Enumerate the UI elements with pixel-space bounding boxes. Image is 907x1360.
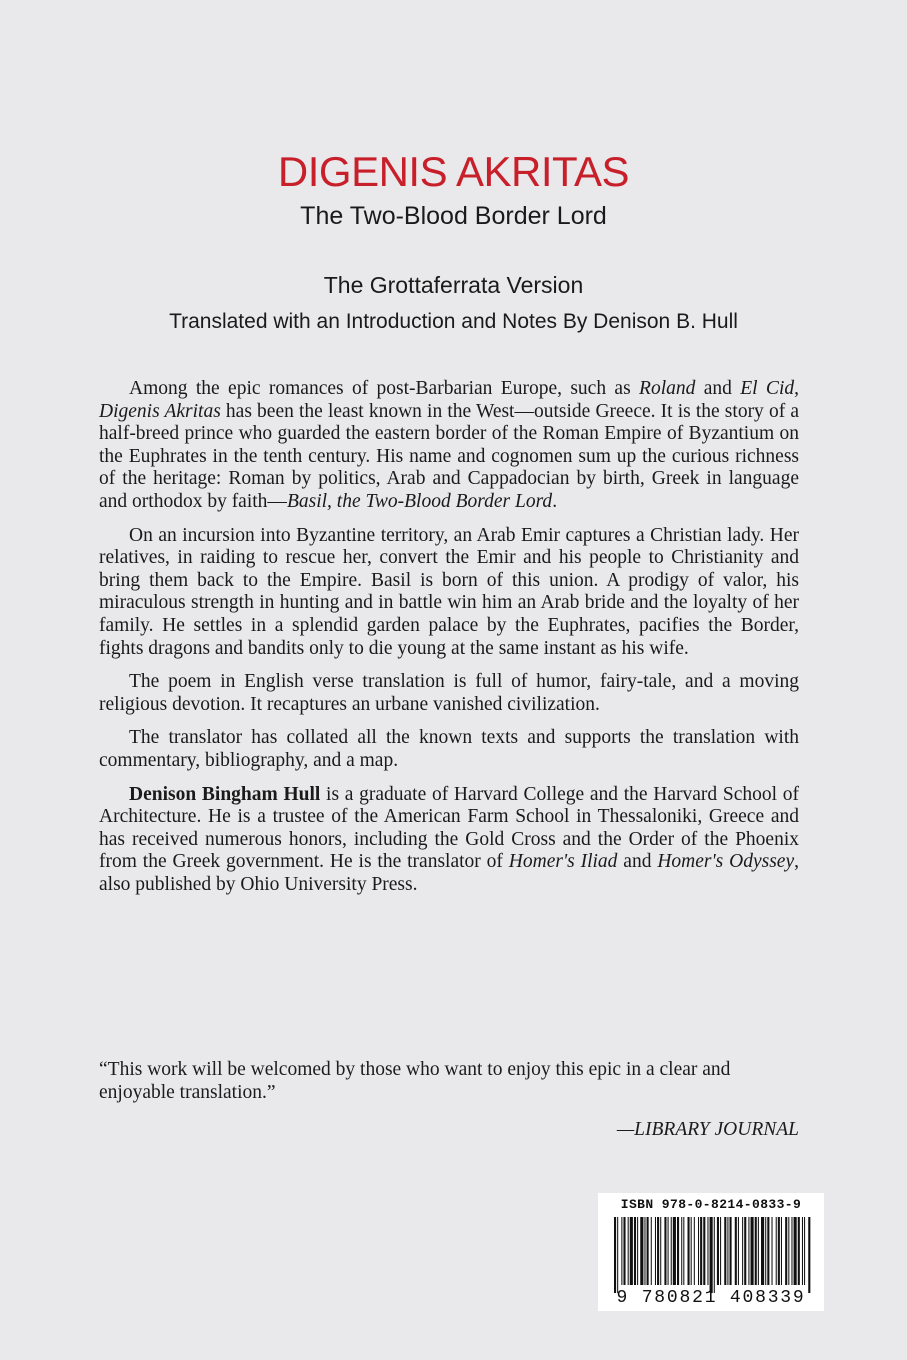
barcode-bar (621, 1217, 622, 1285)
review-quote: “This work will be welcomed by those who want to enjoy this epic in a clear and enjoyable translation.” (99, 1059, 731, 1103)
iliad-title: Homer's Iliad (508, 851, 618, 873)
barcode-bar (714, 1217, 715, 1293)
barcode-bar (671, 1217, 672, 1285)
author-name: Denison Bingham Hull (129, 783, 321, 805)
barcode-bar (738, 1217, 739, 1285)
barcode-bar (660, 1217, 661, 1285)
book-subtitle: The Two-Blood Border Lord (300, 202, 607, 230)
odyssey-title: Homer's Odyssey (657, 851, 795, 873)
barcode-bar (688, 1217, 690, 1285)
barcode-bar (614, 1217, 616, 1293)
barcode-bar (724, 1217, 726, 1285)
basil-epithet: Basil, the Two-Blood Border Lord (286, 490, 553, 512)
barcode-bar (808, 1217, 810, 1293)
blurb (99, 378, 799, 907)
barcode-bar (657, 1217, 659, 1285)
barcode-bar (677, 1217, 679, 1285)
barcode-bar (681, 1217, 682, 1285)
barcode-bar (748, 1217, 749, 1285)
book-title: DIGENIS AKRITAS (277, 148, 630, 195)
barcode-bar (655, 1217, 656, 1285)
blurb-paragraph-4: The translator has collated all the known texts and supports the translation with commentary, bibliography, and a map. (99, 727, 799, 771)
barcode-bar (765, 1217, 766, 1285)
review-source: —LIBRARY JOURNAL (616, 1119, 799, 1140)
isbn-barcode (598, 1193, 824, 1311)
barcode-bar (727, 1217, 728, 1285)
barcode-bar (788, 1217, 789, 1285)
barcode-bar (772, 1217, 773, 1285)
el-cid-title: El Cid (740, 378, 795, 399)
barcode-bar (742, 1217, 743, 1285)
barcode-bars (612, 1217, 812, 1293)
barcode-bar (637, 1217, 638, 1285)
barcode-digits: 9 780821 408339 (616, 1288, 806, 1308)
barcode-bar (717, 1217, 719, 1285)
edition-version: The Grottaferrata Version (323, 272, 584, 298)
barcode-bar (710, 1217, 713, 1293)
barcode-bar (791, 1217, 792, 1285)
barcode-bar (794, 1217, 797, 1285)
barcode-bar (628, 1217, 629, 1285)
digenis-title: Digenis Akritas (99, 400, 221, 422)
blurb-paragraph-3: The poem in English verse translation is full of humor, fairy-tale, and a moving religious devotion. It recaptures an urbane vanished civilization. (99, 671, 799, 715)
barcode-bar (785, 1217, 787, 1285)
barcode-bar (617, 1217, 618, 1293)
barcode-bar (798, 1217, 800, 1285)
barcode-bar (630, 1217, 633, 1285)
barcode-bar (683, 1217, 684, 1285)
barcode-bar (781, 1217, 782, 1285)
barcode-bar (744, 1217, 746, 1285)
translator-credit: Translated with an Introduction and Notes By Denison B. Hull (169, 310, 738, 333)
barcode-bar (664, 1217, 666, 1285)
author-bio: Denison Bingham Hull is a graduate of Harvard College and the Harvard School of Architecture. He is a trustee of the American Farm School in Thessaloniki, Greece and has received numerous honors, including the Gold Cross and the Order of the Phoenix from the Greek government. He is the translator of Homer's Iliad and Homer's Odyssey, also published by Ohio University Press. (99, 783, 800, 895)
barcode-bar (634, 1217, 636, 1285)
barcode-bar (767, 1217, 769, 1285)
barcode-bar (640, 1217, 643, 1285)
barcode-bar (761, 1217, 764, 1285)
barcode-bar (804, 1217, 805, 1285)
barcode-bar (673, 1217, 676, 1285)
barcode-bar (623, 1217, 625, 1285)
barcode-bar (647, 1217, 649, 1285)
barcode-bar (700, 1217, 702, 1285)
roland-title: Roland (639, 378, 696, 399)
barcode-bar (730, 1217, 732, 1285)
barcode-bar (694, 1217, 695, 1285)
barcode-bar (707, 1217, 708, 1285)
barcode-bar (778, 1217, 780, 1285)
barcode-bar (651, 1217, 652, 1285)
blurb-paragraph-1: Among the epic romances of post-Barbarian Europe, such as Roland and El Cid, Digenis Akritas has been the least known in the West—outside Greece. It is the story of a half-breed prince who guarded the eastern border of the Roman Empire of Byzantium on the Euphrates in the tenth century. His name and cognomen sum up the curious richness of the heritage: Roman by politics, Arab and Cappadocian by birth, Greek in language and orthodox by faith—Basil, the Two-Blood Border Lord. (99, 378, 799, 512)
barcode-bar (776, 1217, 777, 1285)
barcode-bar (698, 1217, 699, 1285)
barcode-bar (758, 1217, 759, 1285)
isbn-label: ISBN 978-0-8214-0833-9 (620, 1197, 802, 1212)
barcode-bar (720, 1217, 721, 1285)
barcode-bar (703, 1217, 705, 1285)
barcode-bar (755, 1217, 757, 1285)
barcode-bar (751, 1217, 754, 1285)
barcode-bar (644, 1217, 645, 1285)
blurb-paragraph-2: On an incursion into Byzantine territory, an Arab Emir captures a Christian lady. Her relatives, in raiding to rescue her, convert the Emir and his people to Christianity and bring them back to the Empire. Basil is born of this union. A prodigy of valor, his miraculous strength in hunting and in battle win him an Arab bride and the loyalty of her family. He settles in a splendid garden palace by the Euphrates, pacifies the Border, fights dragons and bandits only to die young at the same instant as his wife. (99, 524, 799, 659)
barcode-bar (691, 1217, 692, 1285)
barcode-bar (668, 1217, 669, 1285)
barcode-bar (735, 1217, 737, 1285)
barcode-bar (802, 1217, 803, 1285)
